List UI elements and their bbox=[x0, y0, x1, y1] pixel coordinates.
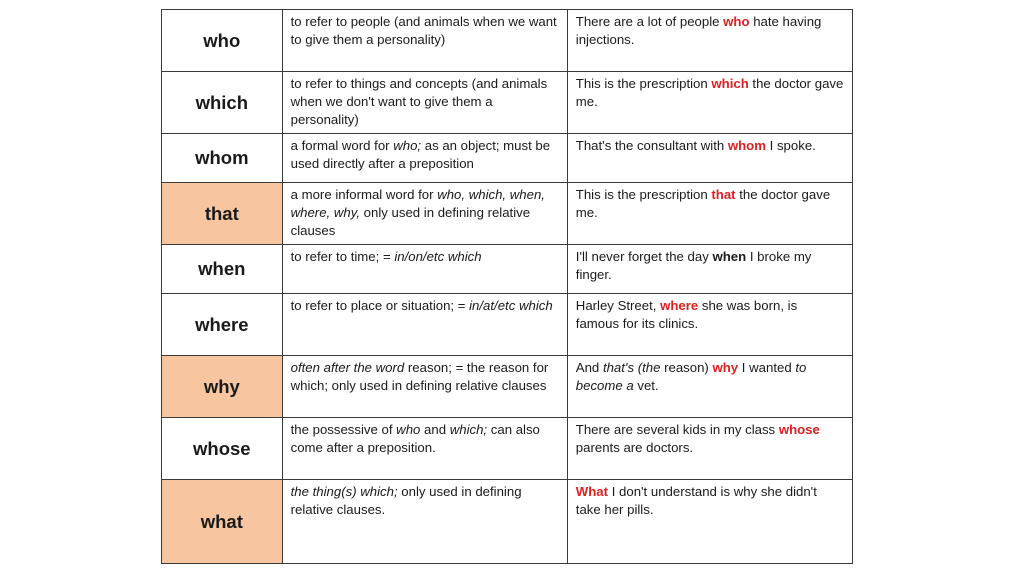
usage-cell bbox=[282, 10, 567, 72]
example-text: Harley Street, bbox=[575, 298, 661, 313]
example-text: And bbox=[575, 360, 603, 375]
table-row bbox=[162, 356, 853, 418]
pronoun-cell: whom bbox=[162, 134, 283, 183]
example-text: that's (the bbox=[602, 360, 661, 375]
usage-text: as an object; must be used directly after a preposition bbox=[290, 138, 551, 171]
example-cell bbox=[567, 245, 852, 294]
example-text: she was born, is famous for its clinics. bbox=[575, 298, 798, 331]
usage-text: to refer to things and concepts (and animals when we don't want to give them a personality) bbox=[290, 76, 548, 127]
table-body bbox=[162, 10, 853, 564]
example-text: I spoke. bbox=[765, 138, 816, 153]
pronoun-cell: where bbox=[162, 294, 283, 356]
example-cell bbox=[567, 183, 852, 245]
example-text: I wanted bbox=[738, 360, 796, 375]
pronoun-cell: who bbox=[162, 10, 283, 72]
example-text: There are several kids in my class bbox=[575, 422, 779, 437]
pronoun-cell: what bbox=[162, 480, 283, 564]
example-text: There are a lot of people bbox=[575, 14, 724, 29]
example-text: when bbox=[712, 249, 747, 264]
example-text: where bbox=[660, 298, 699, 313]
relative-pronouns-table bbox=[161, 9, 853, 564]
pronoun-cell: that bbox=[162, 183, 283, 245]
usage-text: who, which, when, where, why, bbox=[290, 187, 545, 220]
example-text: the doctor gave me. bbox=[575, 187, 831, 220]
example-text: whom bbox=[727, 138, 766, 153]
table-row bbox=[162, 10, 853, 72]
usage-cell bbox=[282, 356, 567, 418]
table-row bbox=[162, 480, 853, 564]
table-row bbox=[162, 245, 853, 294]
table-row bbox=[162, 72, 853, 134]
usage-text: reason; = the reason for which; only used in defining relative clauses bbox=[290, 360, 549, 393]
usage-text: a more informal word for bbox=[290, 187, 438, 202]
usage-cell bbox=[282, 72, 567, 134]
usage-text: and bbox=[420, 422, 450, 437]
example-cell bbox=[567, 10, 852, 72]
usage-text: in/on/etc which bbox=[394, 249, 482, 264]
usage-cell bbox=[282, 134, 567, 183]
example-text: that bbox=[711, 187, 736, 202]
example-text: hate having injections. bbox=[575, 14, 822, 47]
usage-cell bbox=[282, 418, 567, 480]
usage-text: who; bbox=[393, 138, 422, 153]
usage-text: the thing(s) which; bbox=[290, 484, 398, 499]
example-text: who bbox=[723, 14, 750, 29]
usage-text: to refer to place or situation; = bbox=[290, 298, 470, 313]
usage-text: in/at/etc which bbox=[469, 298, 553, 313]
pronoun-cell: whose bbox=[162, 418, 283, 480]
usage-text: can also come after a preposition. bbox=[290, 422, 540, 455]
example-text: whose bbox=[778, 422, 820, 437]
example-text: What bbox=[575, 484, 609, 499]
example-text: vet. bbox=[633, 378, 659, 393]
pronoun-cell: why bbox=[162, 356, 283, 418]
example-text: to become a bbox=[575, 360, 807, 393]
usage-text: the possessive of bbox=[290, 422, 397, 437]
example-text: the doctor gave me. bbox=[575, 76, 844, 109]
usage-text: only used in defining relative clauses. bbox=[290, 484, 522, 517]
usage-text: who bbox=[396, 422, 421, 437]
usage-text: to refer to people (and animals when we want to give them a personality) bbox=[290, 14, 557, 47]
example-cell bbox=[567, 418, 852, 480]
table-row bbox=[162, 294, 853, 356]
example-cell bbox=[567, 356, 852, 418]
usage-cell bbox=[282, 183, 567, 245]
example-cell bbox=[567, 72, 852, 134]
usage-cell bbox=[282, 294, 567, 356]
table-row bbox=[162, 183, 853, 245]
usage-text: a formal word for bbox=[290, 138, 394, 153]
example-text: I don't understand is why she didn't take her pills. bbox=[575, 484, 817, 517]
example-cell bbox=[567, 480, 852, 564]
usage-cell bbox=[282, 480, 567, 564]
example-text: This is the prescription bbox=[575, 187, 712, 202]
example-cell bbox=[567, 134, 852, 183]
usage-text: which; bbox=[449, 422, 488, 437]
pronoun-cell: when bbox=[162, 245, 283, 294]
example-text: This is the prescription bbox=[575, 76, 712, 91]
pronoun-cell: which bbox=[162, 72, 283, 134]
example-text: I'll never forget the day bbox=[575, 249, 713, 264]
example-text: I broke my finger. bbox=[575, 249, 812, 282]
example-cell bbox=[567, 294, 852, 356]
example-text: why bbox=[712, 360, 739, 375]
example-text: parents are doctors. bbox=[575, 440, 694, 455]
usage-text: to refer to time; = bbox=[290, 249, 395, 264]
example-text: That's the consultant with bbox=[575, 138, 728, 153]
usage-text: only used in defining relative clauses bbox=[290, 205, 531, 238]
usage-text: often after the word bbox=[290, 360, 405, 375]
table-row bbox=[162, 418, 853, 480]
example-text: reason) bbox=[660, 360, 713, 375]
usage-cell bbox=[282, 245, 567, 294]
example-text: which bbox=[711, 76, 749, 91]
table-row bbox=[162, 134, 853, 183]
